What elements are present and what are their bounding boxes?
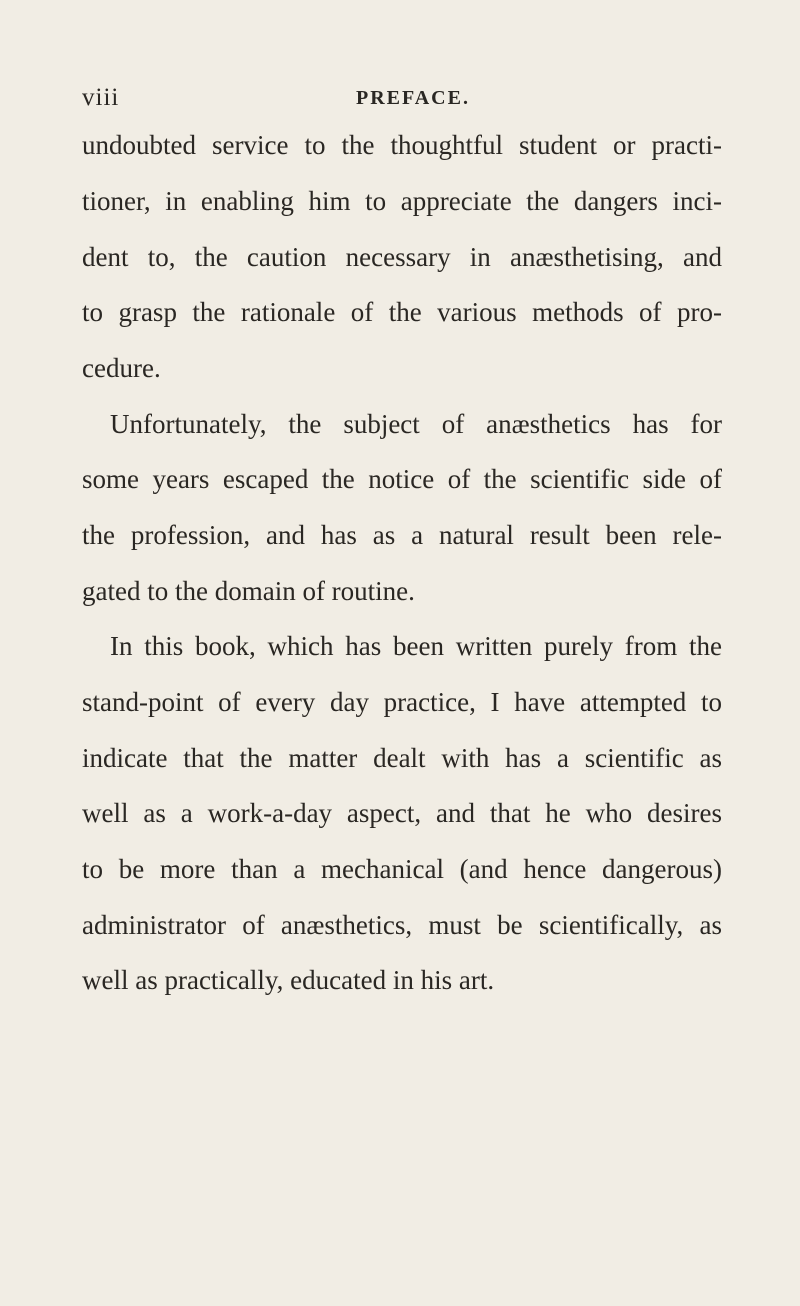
text-line: dent to, the caution necessary in anæsthetising, and <box>82 242 722 272</box>
text-line: tioner, in enabling him to appreciate the dangers inci- <box>82 186 722 216</box>
page-number: viii <box>82 84 120 111</box>
text-line: well as practically, educated in his art. <box>82 965 495 995</box>
text-line: well as a work-a-day aspect, and that he who desires <box>82 798 722 828</box>
text-line: cedure. <box>82 353 161 383</box>
text-line: the profession, and has as a natural result been rele- <box>82 520 722 550</box>
text-line: some years escaped the notice of the scientific side of <box>82 464 722 494</box>
text-line: administrator of anæsthetics, must be scientifically, as <box>82 910 722 940</box>
text-line: gated to the domain of routine. <box>82 576 415 606</box>
text-line: Unfortunately, the subject of anæsthetics has for <box>110 409 722 439</box>
running-head <box>82 84 722 114</box>
text-line: to grasp the rationale of the various methods of pro- <box>82 297 722 327</box>
text-line: indicate that the matter dealt with has a scientific as <box>82 743 722 773</box>
text-line: stand-point of every day practice, I have attempted to <box>82 687 722 717</box>
text-line: undoubted service to the thoughtful student or practi- <box>82 130 722 160</box>
text-line: In this book, which has been written purely from the <box>110 631 722 661</box>
text-line: to be more than a mechanical (and hence dangerous) <box>82 854 722 884</box>
running-title: PREFACE. <box>356 87 470 109</box>
